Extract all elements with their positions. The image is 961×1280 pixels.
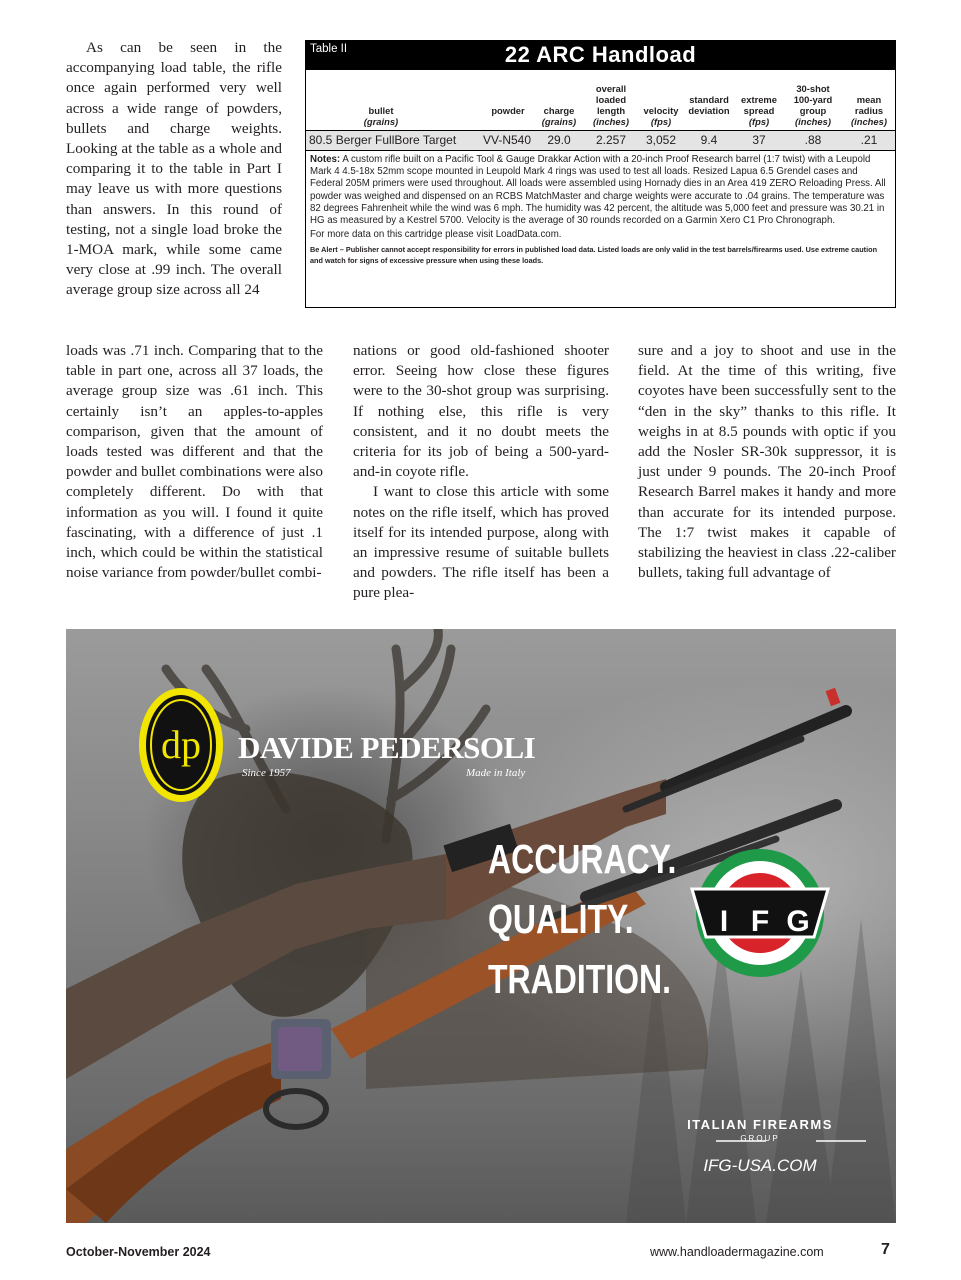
ifg-letter-g: G xyxy=(786,905,810,938)
col-header-spread: extreme spread (fps) xyxy=(741,94,777,127)
col-header-radius: mean radius (inches) xyxy=(851,94,887,127)
cell-radius: .21 xyxy=(860,133,878,147)
col-header-bullet: bullet (grains) xyxy=(363,105,399,127)
footer-url[interactable]: www.handloadermagazine.com xyxy=(650,1245,824,1259)
cell-powder: VV-N540 xyxy=(482,133,532,147)
col-header-group: 30-shot 100-yard group (inches) xyxy=(793,83,833,127)
cell-deviation: 9.4 xyxy=(700,133,718,147)
article-col2 xyxy=(353,341,609,604)
table-header xyxy=(306,41,895,70)
table-notes xyxy=(306,151,895,266)
cell-group: .88 xyxy=(804,133,822,147)
cell-spread: 37 xyxy=(752,133,766,147)
load-table xyxy=(305,40,896,308)
col-header-length: overall loaded length (inches) xyxy=(593,83,629,127)
ifg-name: ITALIAN FIREARMS xyxy=(687,1117,833,1132)
cell-bullet: 80.5 Berger FullBore Target xyxy=(309,133,457,147)
logo-letters: dp xyxy=(161,722,201,767)
article-col1-bottom: loads was .71 inch. Comparing that to the table in part one, across all 37 loads, the average group size was .61 inch. This certainly isn’t an apples-to-apples comparison, given that the amount of loads tested was different and that the powder and bullet combinations were also completely different. Do with that information as you will. I found it quite fascinating, with a difference of just .1 inch, which could be within the statistical noise variance from powder/bullet combi- xyxy=(66,342,323,582)
tagline-tradition: TRADITION. xyxy=(488,956,671,1002)
tagline-quality: QUALITY. xyxy=(488,896,634,942)
table-title: 22 ARC Handload xyxy=(504,42,697,67)
table-label: Table II xyxy=(310,43,348,55)
notes-text: A custom rifle built on a Pacific Tool & Gauge Drakkar Action with a 20-inch Proof Research barrel (1:7 twist) with a Leupold Mark 4 4.5-18x 52mm scope mounted in Leupold Mark 4 rings was used to test all loads. Resized Lapua 6.5 Grendel cases and Federal 205M primers were used throughout. All loads were assembled using Hornady dies in an Area 419 ZERO Reloading Press. All powder was weighed and dispensed on an RCBS MatchMaster and charge weights were accurate to .04 grains. The temperature was 82 degrees Fahrenheit while the wind was 6 mph. The humidity was 42 percent, the altitude was 5,000 feet and pressure was 30.21 in HG as measured by a Kestrel 5700. Velocity is the average of 30 rounds recorded on a Garmin Xero C1 Pro Chronograph. xyxy=(310,154,886,227)
brand-name: DAVIDE PEDERSOLI xyxy=(238,730,536,765)
cell-charge: 29.0 xyxy=(547,133,571,147)
notes-label: Notes: xyxy=(310,154,341,165)
tagline-accuracy: ACCURACY. xyxy=(488,836,677,882)
cell-length: 2.257 xyxy=(595,133,627,147)
ifg-letter-f: F xyxy=(750,905,770,938)
footer-issue: October-November 2024 xyxy=(66,1245,211,1259)
table-row xyxy=(306,130,895,151)
article-col3: sure and a joy to shoot and use in the field. At the time of this writing, five coyotes have been successfully sent to the “den in the sky” thanks to this rifle. It weighs in at 8.5 pounds with optic if you add the Nosler SR-30k suppressor, it is just under 9 pounds. The 20-inch Proof Research Barrel makes it handy and more than accurate for its intended purpose. The 1:7 twist makes it capable of stabilizing the heaviest in class .22-caliber bullets, taking full advantage of xyxy=(638,342,896,582)
ad-tagline xyxy=(488,829,676,1009)
advertisement[interactable] xyxy=(66,629,896,1223)
alert-note: Be Alert – Publisher cannot accept responsibility for errors in published load data. Listed loads are only valid in the test barrels/firearms used. Use extreme caution and watch for signs of excessive pressure when using these loads. xyxy=(310,245,878,265)
article-col1-top: As can be seen in the accompanying load table, the rifle once again performed very well across a wide range of powders, bullets and charge weights. Looking at the table as a whole and comparing it to the table in Part I may leave us with more questions than answers. In this round of testing, not a single load broke the 1-MOA mark, while some came very close at .99 inch. The overall average group size across all 24 xyxy=(66,39,282,299)
col-header-deviation: standard deviation xyxy=(688,94,730,116)
column-headers xyxy=(306,70,895,130)
brand-since: Since 1957 xyxy=(242,767,291,779)
col-header-powder: powder xyxy=(491,105,525,116)
article-col2-p1: nations or good old-fashioned shooter error. Seeing how close these figures were to the 30-shot group was surprising. If nothing else, this rifle is very consistent, and it no doubt meets the criteria for its job of being a 500-yard-and-in coyote rifle. xyxy=(353,342,609,481)
cell-velocity: 3,052 xyxy=(645,133,677,147)
ifg-url: IFG-USA.COM xyxy=(703,1156,817,1175)
article-col2-p2: I want to close this article with some notes on the rifle itself, which has proved itself for its intended purpose, along with an impressive resume of suitable bullets and powders. The rifle itself has been a pure plea- xyxy=(353,483,609,602)
col-header-charge: charge (grains) xyxy=(541,105,577,127)
col-header-velocity: velocity (fps) xyxy=(643,105,679,127)
brand-made: Made in Italy xyxy=(466,767,526,779)
page-number: 7 xyxy=(881,1241,890,1258)
ifg-letter-i: I xyxy=(719,905,729,938)
more-data-note: For more data on this cartridge please visit LoadData.com. xyxy=(310,229,562,241)
ifg-group: GROUP xyxy=(740,1134,780,1143)
